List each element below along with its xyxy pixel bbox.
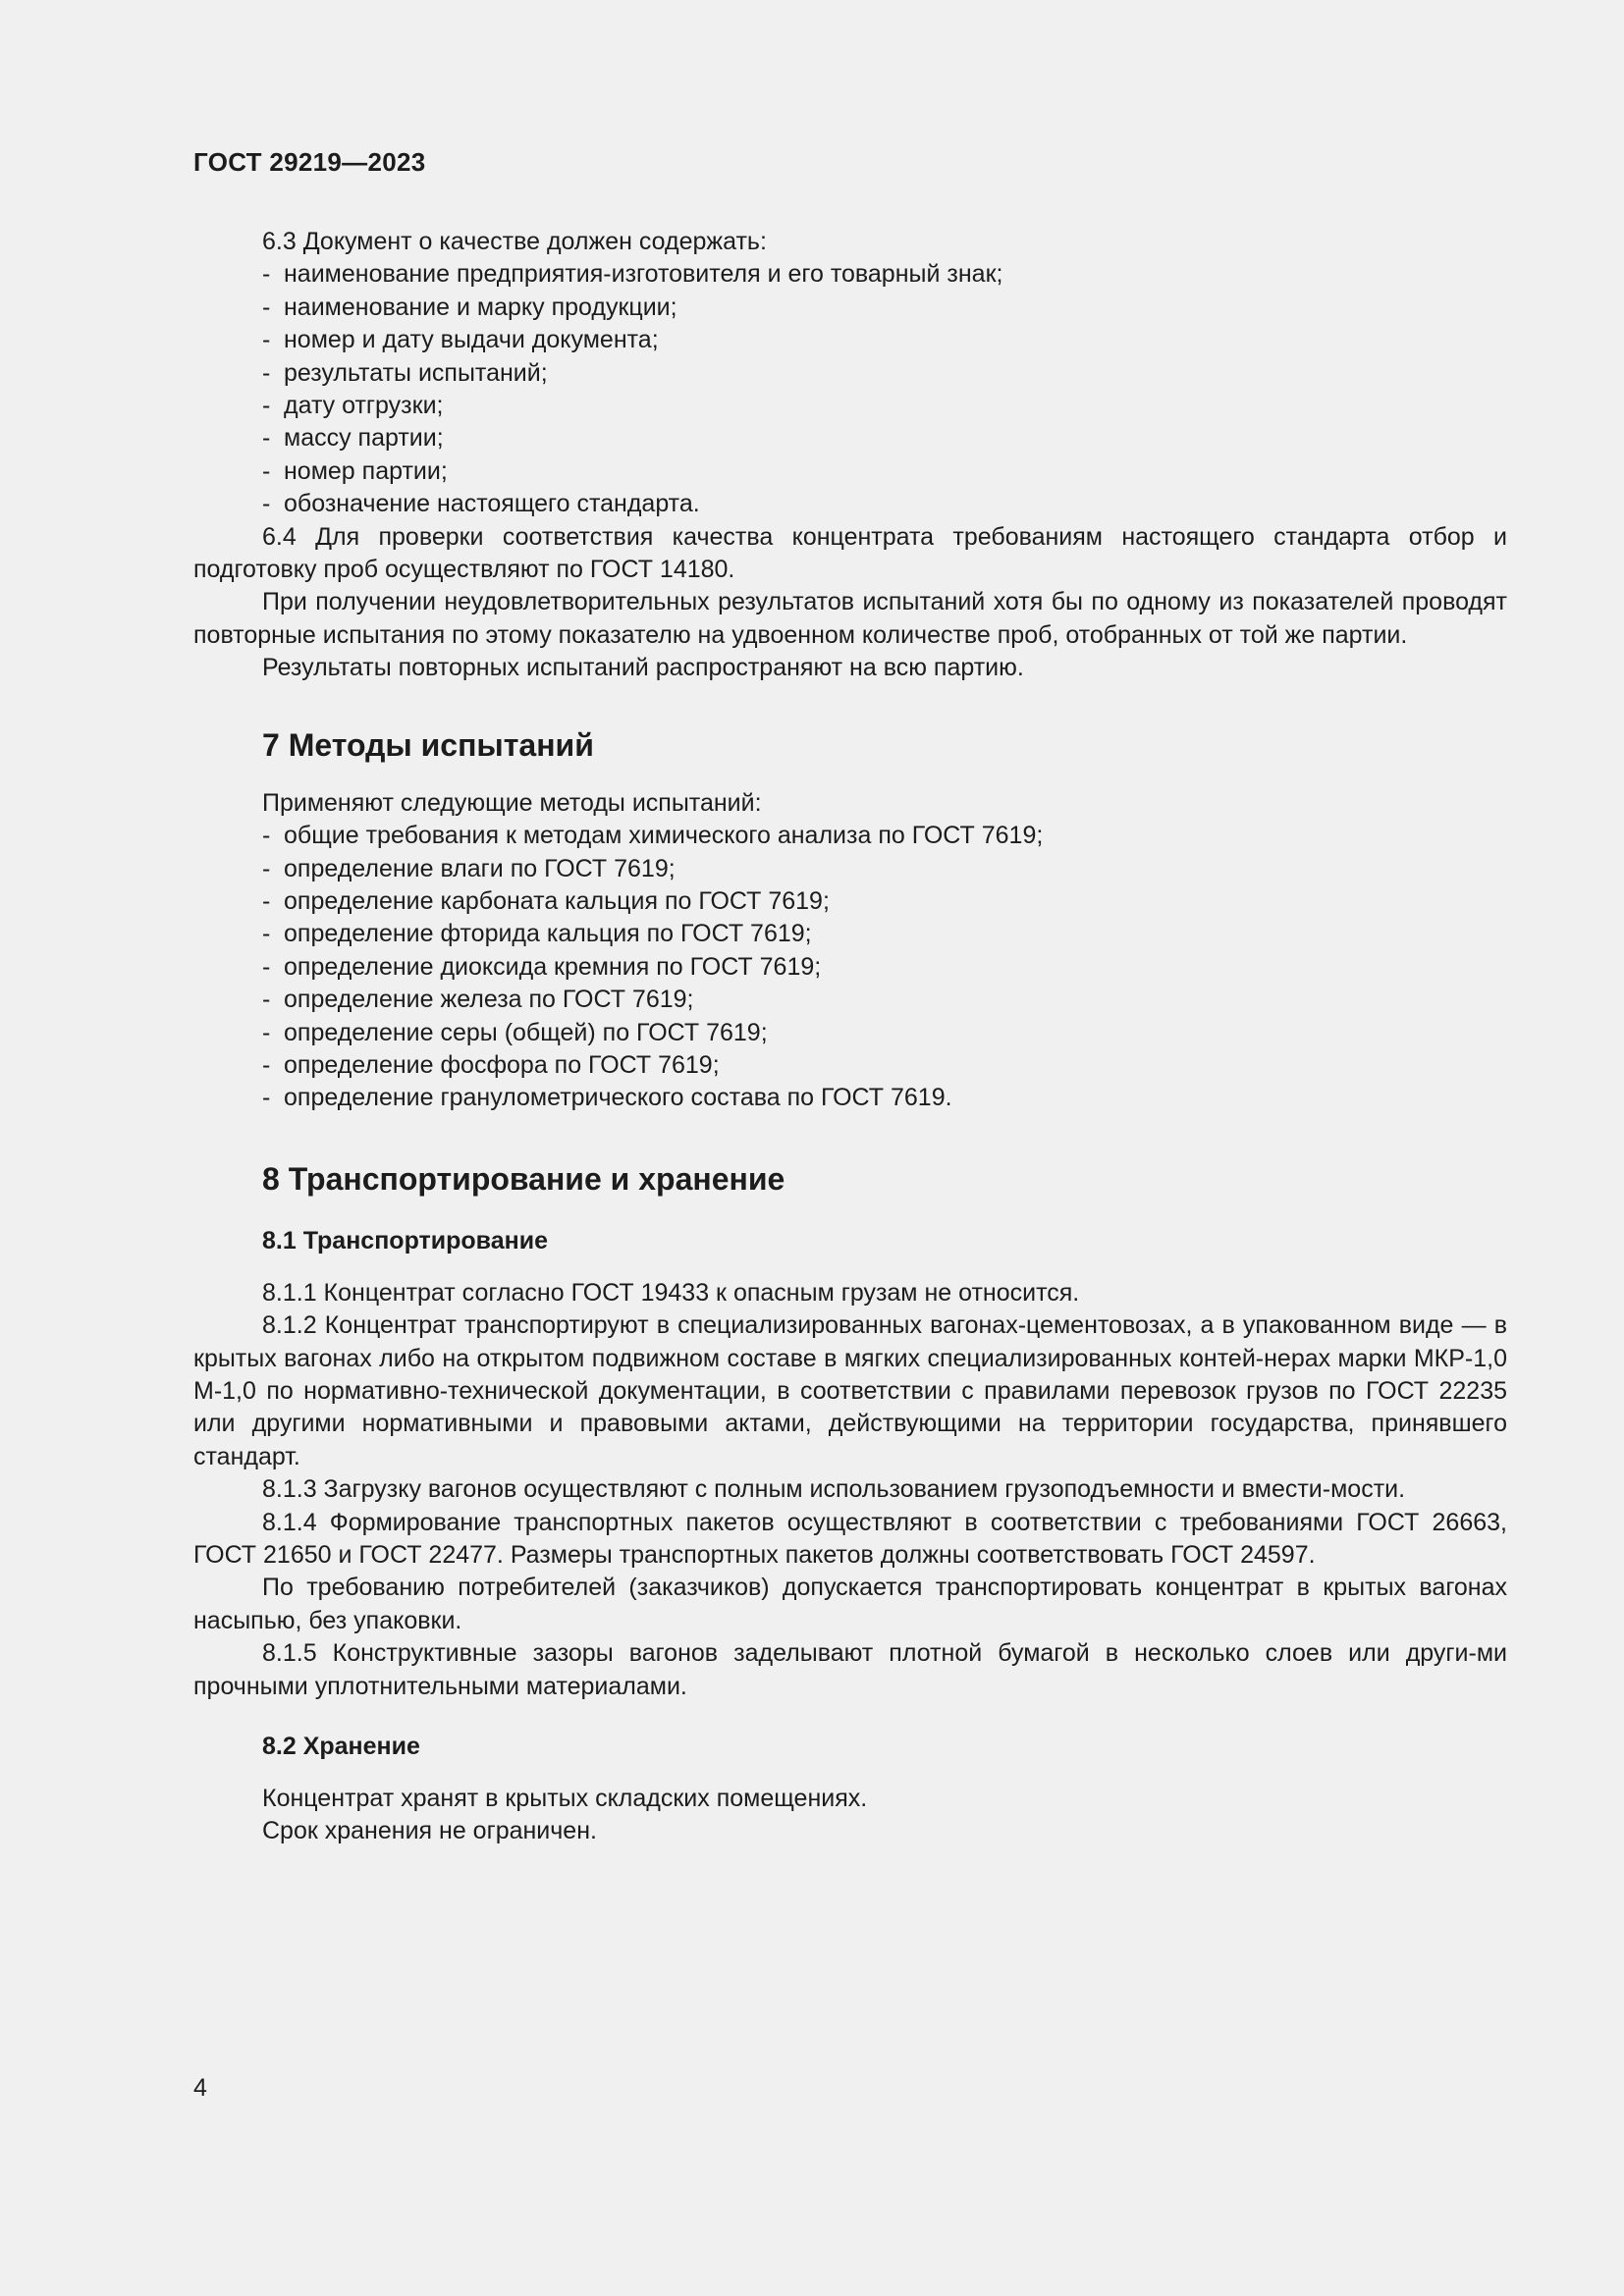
paragraph: Результаты повторных испытаний распространяют на всю партию. bbox=[262, 654, 1024, 682]
clause-8-1-5: 8.1.5 Конструктивные зазоры вагонов заделывают плотной бумагой в несколько слоев или други-ми прочными уплотнительными материалами. bbox=[193, 1639, 1507, 1700]
list-item: - наименование предприятия-изготовителя и его товарный знак; bbox=[262, 260, 1003, 289]
section-8 bbox=[193, 1160, 1507, 1848]
list-item: - наименование и марку продукции; bbox=[262, 293, 677, 321]
clause-8-1-1: 8.1.1 Концентрат согласно ГОСТ 19433 к опасным грузам не относится. bbox=[262, 1278, 1080, 1307]
paragraph: Срок хранения не ограничен. bbox=[262, 1817, 597, 1845]
subsection-8-2-title: 8.2 Хранение bbox=[262, 1733, 420, 1761]
list-item: - определение гранулометрического состава по ГОСТ 7619. bbox=[262, 1084, 952, 1112]
list-item: - номер и дату выдачи документа; bbox=[262, 326, 659, 354]
list-item: - результаты испытаний; bbox=[262, 358, 548, 387]
list-item: - определение фосфора по ГОСТ 7619; bbox=[262, 1050, 720, 1079]
section-7-intro: Применяют следующие методы испытаний: bbox=[262, 788, 762, 817]
list-item: - определение серы (общей) по ГОСТ 7619; bbox=[262, 1018, 768, 1046]
clause-8-1-3: 8.1.3 Загрузку вагонов осуществляют с полным использованием грузоподъемности и вмести-мости. bbox=[262, 1475, 1406, 1504]
document-header: ГОСТ 29219—2023 bbox=[193, 147, 426, 177]
section-7-title: 7 Методы испытаний bbox=[262, 726, 594, 763]
section-7-list bbox=[193, 820, 1507, 1115]
paragraph: Концентрат хранят в крытых складских помещениях. bbox=[262, 1785, 868, 1813]
page-number: 4 bbox=[193, 2074, 207, 2102]
clause-6-3-intro: 6.3 Документ о качестве должен содержать: bbox=[262, 228, 767, 255]
document-body bbox=[193, 226, 1507, 1848]
clause-6-3-list bbox=[193, 258, 1507, 520]
clause-8-1-2: 8.1.2 Концентрат транспортируют в специализированных вагонах-цементовозах, а в упакованном виде — в крытых вагонах либо на открытом подвижном составе в мягких специализированных контей-нерах марки МКР-1,0 М-1,0 по нормативно-технической документации, в соответствии с правилами перевозок грузов по ГОСТ 22235 или другими нормативными и правовыми актами, действующими на территории государства, принявшего стандарт. bbox=[193, 1311, 1507, 1470]
list-item: - определение железа по ГОСТ 7619; bbox=[262, 986, 694, 1014]
list-item: - массу партии; bbox=[262, 424, 444, 453]
paragraph: По требованию потребителей (заказчиков) допускается транспортировать концентрат в крытых вагонах насыпью, без упаковки. bbox=[193, 1574, 1507, 1634]
list-item: - определение диоксида кремния по ГОСТ 7619; bbox=[262, 952, 822, 981]
list-item: - дату отгрузки; bbox=[262, 392, 444, 420]
clause-6-4: 6.4 Для проверки соответствия качества концентрата требованиям настоящего стандарта отбор и подготовку проб осуществляют по ГОСТ 14180. bbox=[193, 522, 1507, 584]
clause-8-1-4: 8.1.4 Формирование транспортных пакетов осуществляют в соответствии с требованиями ГОСТ 26663, ГОСТ 21650 и ГОСТ 22477. Размеры транспортных пакетов должны соответствовать ГОСТ 24597. bbox=[193, 1508, 1507, 1569]
list-item: - определение влаги по ГОСТ 7619; bbox=[262, 854, 676, 882]
subsection-8-1-title: 8.1 Транспортирование bbox=[262, 1226, 548, 1255]
section-8-title: 8 Транспортирование и хранение bbox=[262, 1160, 785, 1197]
list-item: - обозначение настоящего стандарта. bbox=[262, 490, 700, 518]
paragraph: При получении неудовлетворительных результатов испытаний хотя бы по одному из показателей проводят повторные испытания по этому показателю на удвоенном количестве проб, отобранных от той же партии. bbox=[193, 588, 1507, 649]
list-item: - номер партии; bbox=[262, 456, 448, 485]
list-item: - определение фторида кальция по ГОСТ 7619; bbox=[262, 920, 812, 948]
list-item: - общие требования к методам химического анализа по ГОСТ 7619; bbox=[262, 822, 1044, 850]
list-item: - определение карбоната кальция по ГОСТ 7619; bbox=[262, 886, 830, 915]
